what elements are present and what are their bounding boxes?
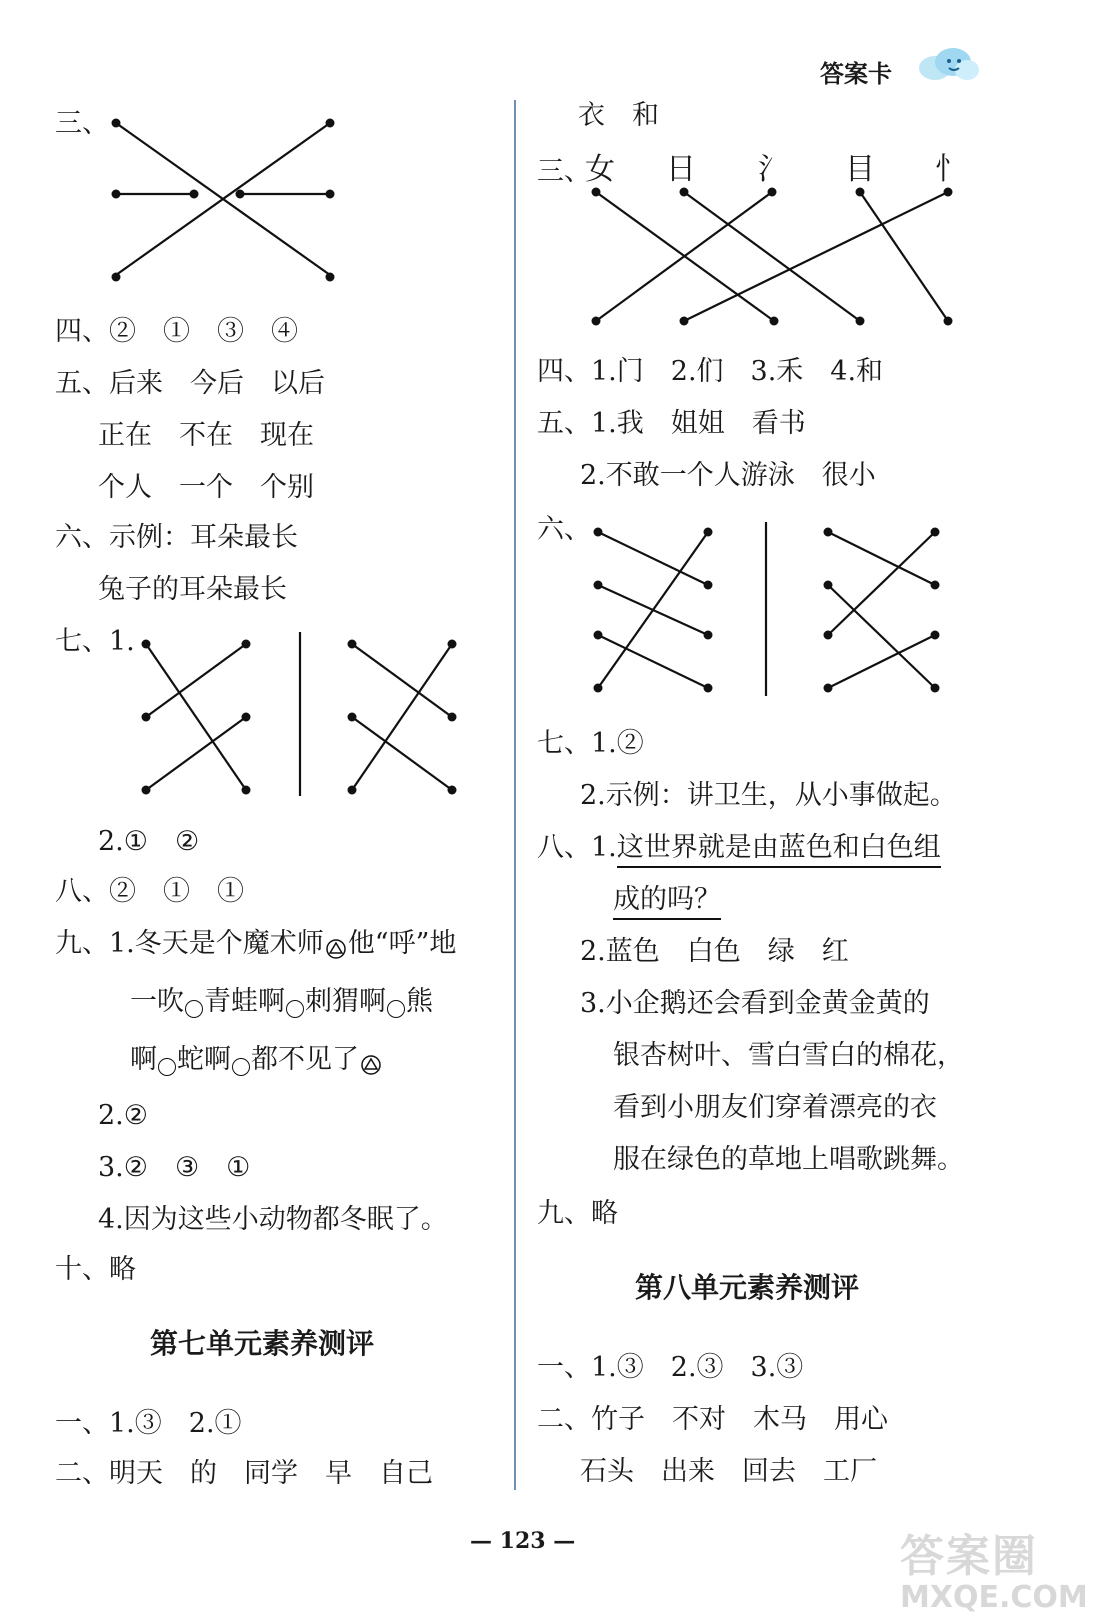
watermark xyxy=(900,1520,1088,1615)
unit8-q2-row-2: 石头 出来 回去 工厂 xyxy=(580,1456,877,1487)
unit7-q2: 二、明天 的 同学 早 自己 xyxy=(55,1458,433,1489)
q9-line-3 xyxy=(130,1046,383,1076)
q9-seg: 都不见了 xyxy=(251,1044,359,1075)
q3-label: 三、 xyxy=(55,108,109,139)
q7-2-right: 2.示例：讲卫生，从小事做起。 xyxy=(580,780,957,811)
q8-1-line-2 xyxy=(613,886,721,913)
q8-1-underlined-line-2: 成的吗？ xyxy=(613,884,721,920)
comma-mark-icon xyxy=(286,1000,304,1018)
q8-answer: 八、② ① ① xyxy=(55,876,244,907)
q8-3-line-2: 银杏树叶、雪白雪白的棉花， xyxy=(613,1040,964,1071)
q10-answer: 十、略 xyxy=(55,1254,136,1285)
q9-right: 九、略 xyxy=(537,1198,618,1229)
comma-mark-icon xyxy=(387,1000,405,1018)
q9-seg: 啊 xyxy=(130,1044,157,1075)
q8-3-line-1: 3.小企鹅还会看到金黄金黄的 xyxy=(580,988,930,1019)
radical-2: 日 xyxy=(666,152,696,187)
radical-5: 忄 xyxy=(935,152,965,187)
unit7-title: 第七单元素养测评 xyxy=(150,1327,375,1360)
q6-row-2: 兔子的耳朵最长 xyxy=(98,574,287,605)
q9-4-answer: 4.因为这些小动物都冬眠了。 xyxy=(98,1204,448,1235)
q7-label: 七、1. xyxy=(55,626,135,657)
q9-line-1-text-b: 他“呼”地 xyxy=(347,928,457,959)
header-title: 答案卡 xyxy=(820,60,892,88)
radical-3: 氵 xyxy=(758,152,788,187)
unit8-q2-row-1: 二、竹子 不对 木马 用心 xyxy=(537,1404,888,1435)
q7-2-answer: 2.① ② xyxy=(98,826,200,857)
radical-4: 目 xyxy=(845,152,875,187)
q9-line-2 xyxy=(130,988,433,1018)
q8-2-right: 2.蓝色 白色 绿 红 xyxy=(580,936,849,967)
q7-1-right: 七、1.② xyxy=(537,728,644,759)
q6-label-right: 六、 xyxy=(537,514,591,545)
q5-1-right: 五、1.我 姐姐 看书 xyxy=(537,408,806,439)
q8-3-line-3: 看到小朋友们穿着漂亮的衣 xyxy=(613,1092,937,1123)
q3-label-right: 三、 xyxy=(537,156,591,187)
q5-row-3: 个人 一个 个别 xyxy=(98,472,314,503)
q4-right: 四、1.门 2.们 3.禾 4.和 xyxy=(537,356,884,387)
q9-seg: 蛇啊 xyxy=(177,1044,231,1075)
q9-line-1-text: 九、1.冬天是个魔术师 xyxy=(55,928,324,959)
q6-matching-diagram xyxy=(0,0,1095,720)
q9-seg: 熊 xyxy=(406,986,433,1017)
q4-answer: 四、② ① ③ ④ xyxy=(55,316,298,347)
q9-2-answer: 2.② xyxy=(98,1100,148,1131)
comma-mark-icon xyxy=(158,1058,176,1076)
q9-seg: 刺猬啊 xyxy=(305,986,386,1017)
comma-mark-icon xyxy=(232,1058,250,1076)
period-mark-icon xyxy=(360,1054,382,1076)
q9-3-answer: 3.② ③ ① xyxy=(98,1152,251,1183)
q9-seg: 青蛙啊 xyxy=(204,986,285,1017)
q9-line-1 xyxy=(55,930,456,960)
watermark-line-1: 答案圈 xyxy=(900,1531,1038,1582)
q6-row-1: 六、示例：耳朵最长 xyxy=(55,522,298,553)
q8-3-line-4: 服在绿色的草地上唱歌跳舞。 xyxy=(613,1144,964,1175)
top-chars: 衣 和 xyxy=(578,100,659,131)
q5-2-right: 2.不敢一个人游泳 很小 xyxy=(580,460,876,491)
watermark-line-2: MXQE.COM xyxy=(900,1580,1088,1615)
comma-mark-icon xyxy=(185,1000,203,1018)
unit7-q1: 一、1.③ 2.① xyxy=(55,1408,242,1439)
q8-1-right xyxy=(537,834,941,861)
unit8-q1: 一、1.③ 2.③ 3.③ xyxy=(537,1352,804,1383)
page-number: — 123 — xyxy=(470,1528,576,1554)
q5-row-1: 五、后来 今后 以后 xyxy=(55,368,325,399)
period-mark-icon xyxy=(325,938,347,960)
radical-1: 女 xyxy=(585,152,615,187)
unit8-title: 第八单元素养测评 xyxy=(635,1271,860,1304)
q9-seg: 一吹 xyxy=(130,986,184,1017)
q5-row-2: 正在 不在 现在 xyxy=(98,420,314,451)
q8-1-prefix: 八、1. xyxy=(537,832,617,863)
q8-1-underlined-line-1: 这世界就是由蓝色和白色组 xyxy=(617,832,941,868)
